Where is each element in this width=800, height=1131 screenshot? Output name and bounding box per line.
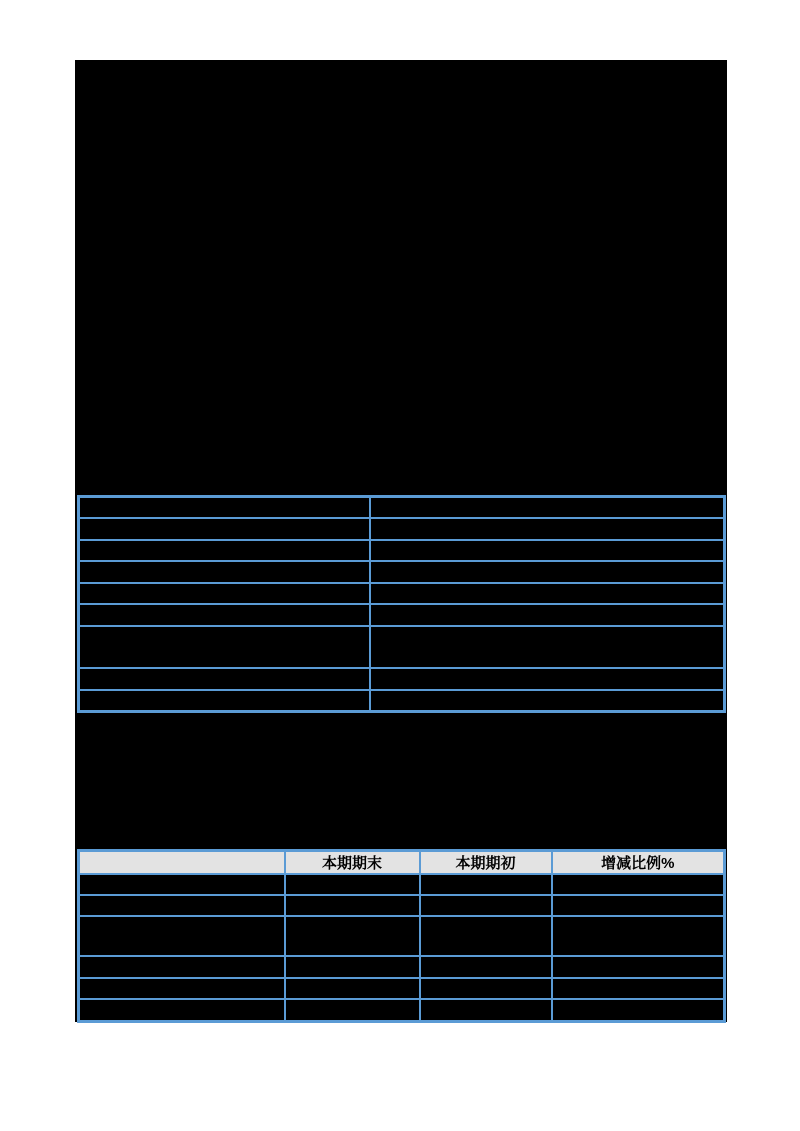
redacted-cell (370, 497, 725, 519)
redacted-cell (420, 978, 552, 999)
header-cell-period-start: 本期期初 (420, 851, 552, 875)
table-row (79, 956, 725, 978)
table-row (79, 561, 725, 583)
header-cell-item (79, 851, 285, 875)
redacted-cell (552, 978, 725, 999)
redacted-cell (79, 604, 370, 626)
redacted-cell (285, 978, 420, 999)
redacted-cell (79, 916, 285, 956)
redacted-cell (79, 956, 285, 978)
redacted-cell (79, 668, 370, 690)
redacted-cell (420, 874, 552, 895)
table-row (79, 626, 725, 668)
header-cell-period-end: 本期期末 (285, 851, 420, 875)
redacted-cell (285, 874, 420, 895)
redacted-cell (79, 583, 370, 605)
redacted-cell (79, 540, 370, 562)
redacted-cell (370, 668, 725, 690)
table-row (79, 668, 725, 690)
table-row (79, 604, 725, 626)
table-row (79, 583, 725, 605)
redacted-cell (79, 690, 370, 712)
redacted-cell (370, 518, 725, 540)
redacted-cell (370, 540, 725, 562)
redacted-cell (552, 916, 725, 956)
redacted-cell (370, 583, 725, 605)
redacted-cell (79, 999, 285, 1021)
redacted-cell (552, 895, 725, 916)
redacted-cell (285, 999, 420, 1021)
table-row (79, 999, 725, 1021)
redacted-cell (552, 999, 725, 1021)
redacted-cell (285, 956, 420, 978)
redacted-cell (79, 895, 285, 916)
redacted-cell (552, 874, 725, 895)
redacted-cell (420, 916, 552, 956)
redacted-cell (420, 956, 552, 978)
redacted-cell (79, 561, 370, 583)
table-row (79, 518, 725, 540)
table-header-row (79, 851, 725, 875)
redacted-cell (552, 956, 725, 978)
table-row (79, 874, 725, 895)
financial-summary-table (77, 849, 726, 1023)
redacted-cell (79, 874, 285, 895)
redacted-cell (79, 518, 370, 540)
table-row (79, 497, 725, 519)
redacted-cell (420, 895, 552, 916)
redacted-cell (79, 978, 285, 999)
table-row (79, 895, 725, 916)
table-row (79, 916, 725, 956)
header-cell-change-ratio: 增减比例% (552, 851, 725, 875)
redacted-cell (285, 916, 420, 956)
redacted-cell (370, 626, 725, 668)
redacted-cell (370, 690, 725, 712)
redacted-cell (370, 604, 725, 626)
table-row (79, 978, 725, 999)
info-table (77, 495, 726, 713)
redacted-cell (370, 561, 725, 583)
table-row (79, 540, 725, 562)
redacted-cell (79, 626, 370, 668)
redacted-cell (420, 999, 552, 1021)
table-row (79, 690, 725, 712)
redacted-cell (285, 895, 420, 916)
redacted-cell (79, 497, 370, 519)
